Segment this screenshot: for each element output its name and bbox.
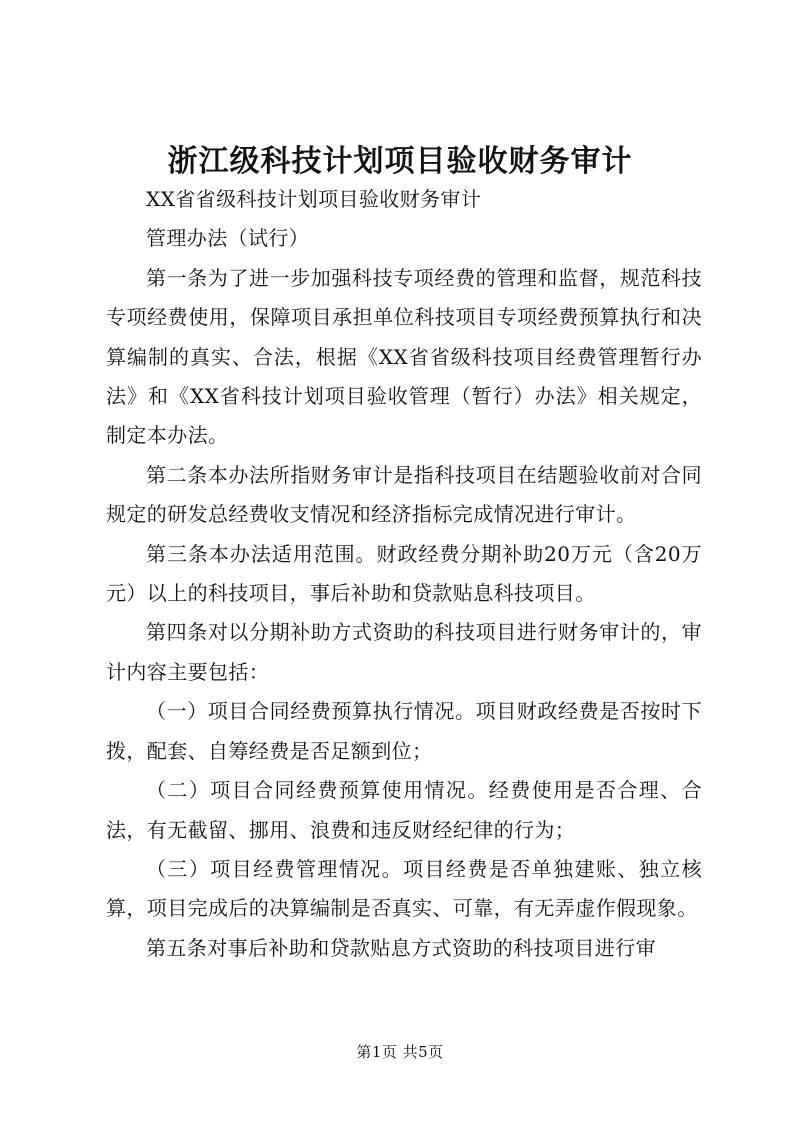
paragraph-item-1: （一）项目合同经费预算执行情况。项目财政经费是否按时下拨，配套、自筹经费是否足额到位； <box>106 699 702 763</box>
paragraph-subtitle-line1: XX省省级科技计划项目验收财务审计 <box>146 187 482 211</box>
document-title: 浙江级科技计划项目验收财务审计 <box>167 144 633 179</box>
page-indicator: 第1页 共5页 <box>356 1043 444 1061</box>
paragraph-article-3: 第三条本办法适用范围。财政经费分期补助20万元（含20万元）以上的科技项目，事后补助和贷款贴息科技项目。 <box>106 541 702 606</box>
paragraph-article-5: 第五条对事后补助和贷款贴息方式资助的科技项目进行审 <box>146 935 656 960</box>
paragraph-article-1: 第一条为了进一步加强科技专项经费的管理和监督，规范科技专项经费使用，保障项目承担单位科技项目专项经费预算执行和决算编制的真实、合法，根据《XX省省级科技项目经费管理暂行办法》和《XX省科技计划项目验收管理（暂行）办法》相关规定，制定本办法。 <box>106 265 702 448</box>
paragraph-item-3: （三）项目经费管理情况。项目经费是否单独建账、独立核算，项目完成后的决算编制是否真实、可靠，有无弄虚作假现象。 <box>106 856 702 921</box>
paragraph-article-2: 第二条本办法所指财务审计是指科技项目在结题验收前对合同规定的研发总经费收支情况和经济指标完成情况进行审计。 <box>106 462 702 527</box>
paragraph-article-4: 第四条对以分期补助方式资助的科技项目进行财务审计的，审计内容主要包括： <box>106 620 702 684</box>
paragraph-item-2: （二）项目合同经费预算使用情况。经费使用是否合理、合法，有无截留、挪用、浪费和违反财经纪律的行为； <box>106 778 702 842</box>
document-body <box>106 180 702 968</box>
paragraph-subtitle-line2: 管理办法（试行） <box>146 226 310 251</box>
